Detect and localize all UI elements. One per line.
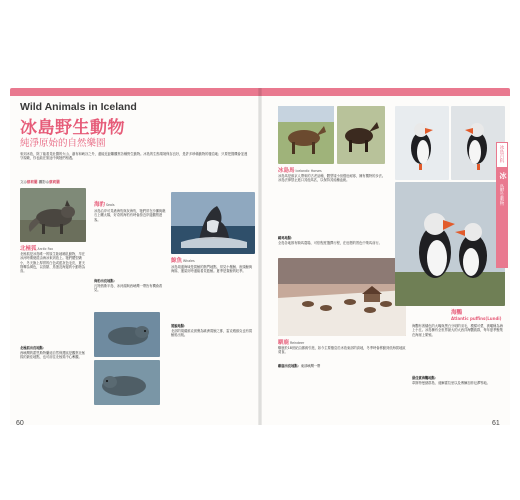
seal-photo-2 [94, 360, 160, 405]
reindeer-heading: 馴鹿出沒地點：東部峽灣一帶 [278, 364, 321, 368]
puffin-text: 海鸚有著橘色的大嘴與黑白分明的羽毛，模樣可愛，被暱稱為海上小丑。冰島擁有全世界最大的大西洋海鸚族群，每年夏季聚集在海崖上繁殖。 [412, 324, 503, 337]
icelandic-horses-photo-1 [278, 106, 334, 164]
title-english: Wild Animals in Iceland [20, 101, 137, 113]
subtitle-chinese: 純淨原始的自然樂園 [20, 138, 106, 149]
whale-location: 北部的胡薩維克被譽為歐洲賞鯨之都，雷克雅維克也有賞鯨船出航。 [171, 329, 253, 338]
seal-heading: 海豹出沒地點： [94, 279, 117, 283]
credit-line: 文◎蔡莉蘭 攝影◎蔡莉蘭 [20, 180, 60, 184]
puffin-photo-3 [395, 182, 505, 306]
right-header-bar [260, 88, 510, 96]
icelandic-horses-text: 冰島馬是維京人帶來的古老品種，體型矮小但強壯耐寒，擁有獨特的步法。冰島法律禁止進口其他馬匹，以保持其純種血統。 [278, 174, 386, 183]
arctic-fox-heading: 北極狐出沒地點： [20, 346, 46, 350]
seal-text: 冰島沿岸可見港海豹與灰海豹，牠們常在沙灘與礁石上曬太陽，好奇的海豹有時會游近岸邊觀察遊客。 [94, 209, 166, 222]
reindeer-text: 馴鹿於18世紀由挪威引進，如今主要棲息於冰島東部的高地，冬季時會移動到低海拔地區覓食。 [278, 346, 406, 355]
whale-text: 冰島周邊海域是賞鯨的熱門地點，常見小鬚鯨、座頭鯨與海豚，運氣好時還能看見藍鯨。夏季是賞鯨的旺季。 [171, 265, 253, 274]
horse-riding-text: 全島各地都有騎馬農場，可依程度選擇行程，在壯麗的景色中策馬前行。 [278, 241, 382, 245]
reindeer-caption: 馴鹿Reindeer [278, 340, 305, 346]
arctic-fox-text: 北極狐是冰島唯一的原生陸地哺乳動物，早在冰河時期便經由海冰來到島上。牠們體型嬌小，冬天換上厚實的白色或藍灰色毛皮，夏天則轉為褐色，以鳥類、鳥蛋及海邊的小動物為食。 [20, 252, 85, 274]
puffin-heading: 最佳賞海鸚地點： [412, 376, 438, 380]
whale-photo [171, 192, 255, 254]
title-chinese: 冰島野生動物 [20, 118, 125, 138]
arctic-fox-location: 西峽灣的霍恩斯特蘭迪自然保護區是觀察北極狐的最佳地點，也可前往北極狐中心參觀。 [20, 351, 85, 360]
icelandic-horses-caption: 冰島馬Icelandic Horses [278, 168, 322, 174]
puffin-photo-1 [395, 106, 449, 180]
book-spread [10, 88, 510, 425]
book-gutter [258, 88, 262, 425]
arctic-fox-caption: 北極狐Arctic Fox [20, 246, 54, 252]
page-number-right: 61 [492, 420, 500, 427]
puffin-caption: 海鸚 [451, 310, 463, 316]
side-tab-letter: 冰 [499, 172, 507, 179]
arctic-fox-photo [20, 188, 86, 242]
icelandic-horses-photo-2 [337, 106, 385, 164]
whale-caption: 鯨魚Whales [171, 258, 195, 264]
seal-caption: 海豹Seals [94, 202, 115, 208]
puffin-location: 韋斯特曼納群島、迪爾霍拉里以及博爾加菲厄澤等地。 [412, 381, 490, 385]
side-tab-text: 島野生動物 [499, 184, 504, 206]
left-header-bar [10, 88, 260, 96]
horse-riding-heading: 騎馬地點： [278, 236, 295, 240]
intro-paragraph: 來到冰島，除了能看見壯闊的火山、瀑布和峽谷之外，還能近距離觀察各種野生動物。冰島的生態環境保存良好，是許多珍稀動物的棲息地；只要把握機會並遵守規範，你也能在旅途中與牠們相遇。 [20, 152, 248, 161]
seal-photo-1 [94, 312, 160, 357]
puffin-caption-en: Atlantic puffins(Lundi) [451, 316, 502, 321]
side-tab-label: 冰島百科 [499, 145, 504, 163]
seal-location: 瓦特納斯半島、冰河湖與西峽灣一帶皆有機會看見。 [94, 284, 163, 293]
reindeer-photo [278, 258, 406, 336]
whale-heading: 賞鯨地點： [171, 324, 188, 328]
page-number-left: 60 [16, 420, 24, 427]
